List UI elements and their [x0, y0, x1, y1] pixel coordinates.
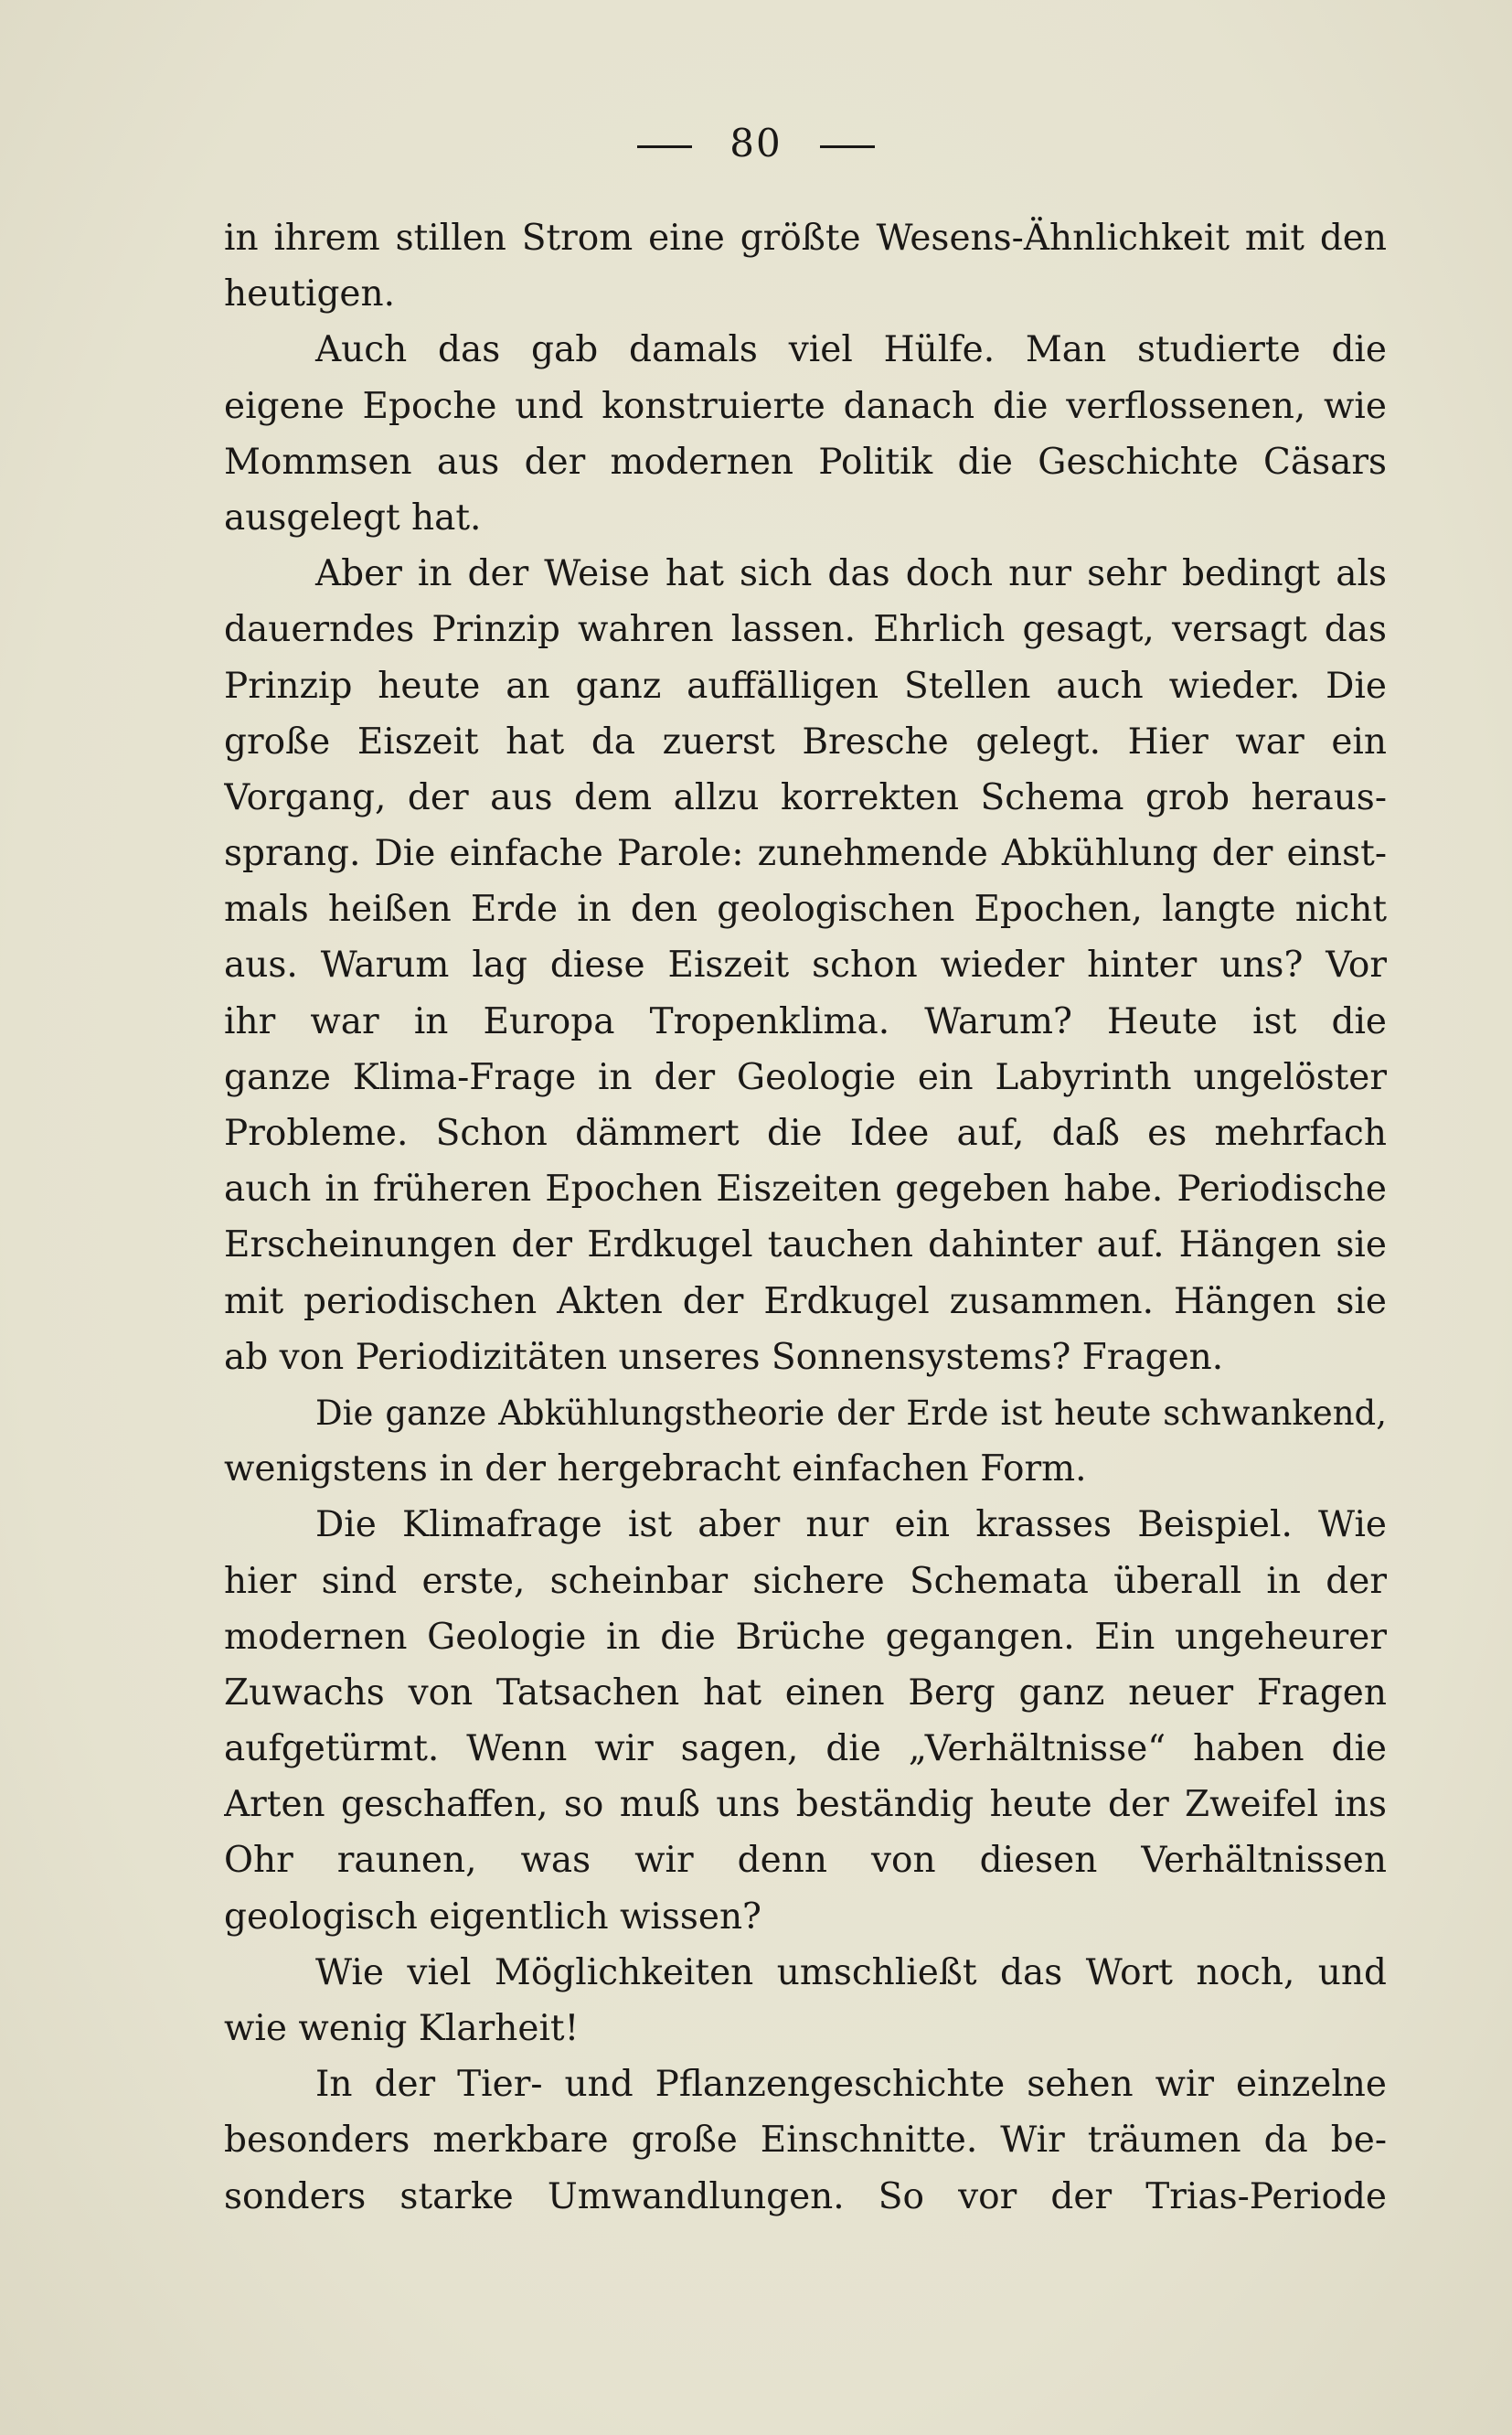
text-line: wenigstens in der hergebracht einfachen Form.	[224, 1448, 1087, 1490]
page-number: 80	[729, 121, 783, 166]
body-text	[224, 210, 1387, 2225]
text-line: Auch das gab damals viel Hülfe. Man studierte die	[315, 329, 1387, 371]
text-line: Probleme. Schon dämmert die Idee auf, daß es mehrfach	[224, 1113, 1387, 1154]
text-line: Die ganze Abkühlungstheorie der Erde ist heute schwankend,	[315, 1393, 1387, 1433]
text-line: In der Tier- und Pflanzengeschichte sehen wir einzelne	[315, 2064, 1387, 2106]
text-line: Erscheinungen der Erdkugel tauchen dahinter auf. Hängen sie	[224, 1224, 1387, 1266]
text-line: dauerndes Prinzip wahren lassen. Ehrlich gesagt, versagt das	[224, 609, 1387, 651]
text-line: Ohr raunen, was wir denn von diesen Verhältnissen	[224, 1840, 1387, 1882]
text-line: Mommsen aus der modernen Politik die Geschichte Cäsars	[224, 441, 1387, 483]
text-line: Zuwachs von Tatsachen hat einen Berg ganz neuer Fragen	[224, 1671, 1387, 1714]
text-line: ab von Periodizitäten unseres Sonnensystems? Fragen.	[224, 1336, 1224, 1378]
text-line: Vorgang, der aus dem allzu korrekten Schema grob heraus-	[224, 776, 1387, 818]
text-line: auch in früheren Epochen Eiszeiten gegeben habe. Periodische	[224, 1169, 1387, 1211]
text-line: Prinzip heute an ganz auffälligen Stellen auch wieder. Die	[224, 665, 1387, 707]
text-line: große Eiszeit hat da zuerst Bresche gelegt. Hier war ein	[224, 721, 1387, 763]
text-line: Aber in der Weise hat sich das doch nur sehr bedingt als	[315, 553, 1387, 595]
text-line: aufgetürmt. Wenn wir sagen, die „Verhältnisse“ haben die	[224, 1728, 1387, 1770]
text-line: wie wenig Klarheit!	[224, 2008, 580, 2049]
text-line: Wie viel Möglichkeiten umschließt das Wort noch, und	[315, 1951, 1387, 1993]
text-line: sprang. Die einfache Parole: zunehmende Abkühlung der einst-	[224, 833, 1387, 875]
text-line: besonders merkbare große Einschnitte. Wir träumen da be-	[224, 2120, 1387, 2162]
text-line: Arten geschaffen, so muß uns beständig heute der Zweifel ins	[224, 1784, 1387, 1826]
text-line: mals heißen Erde in den geologischen Epochen, langte nicht	[224, 889, 1387, 931]
text-line: heutigen.	[224, 273, 396, 315]
text-line: aus. Warum lag diese Eiszeit schon wieder hinter uns? Vor	[224, 945, 1387, 987]
text-line: Die Klimafrage ist aber nur ein krasses Beispiel. Wie	[315, 1504, 1387, 1546]
text-line: ausgelegt hat.	[224, 497, 482, 539]
text-line: ganze Klima-Frage in der Geologie ein Labyrinth ungelöster	[224, 1056, 1387, 1098]
text-line: in ihrem stillen Strom eine größte Wesens-Ähnlichkeit mit den	[224, 218, 1387, 259]
text-line: sonders starke Umwandlungen. So vor der Trias-Periode	[224, 2175, 1387, 2217]
left-dash	[637, 145, 692, 148]
page-number-header	[0, 121, 1512, 166]
text-line: hier sind erste, scheinbar sichere Schemata überall in der	[224, 1560, 1387, 1602]
text-line: modernen Geologie in die Brüche gegangen. Ein ungeheurer	[224, 1616, 1387, 1658]
right-dash	[820, 145, 875, 148]
text-line: ihr war in Europa Tropenklima. Warum? Heute ist die	[224, 1000, 1387, 1042]
text-line: eigene Epoche und konstruierte danach die verflossenen, wie	[224, 385, 1387, 427]
text-line: geologisch eigentlich wissen?	[224, 1896, 761, 1938]
text-line: mit periodischen Akten der Erdkugel zusammen. Hängen sie	[224, 1280, 1387, 1322]
